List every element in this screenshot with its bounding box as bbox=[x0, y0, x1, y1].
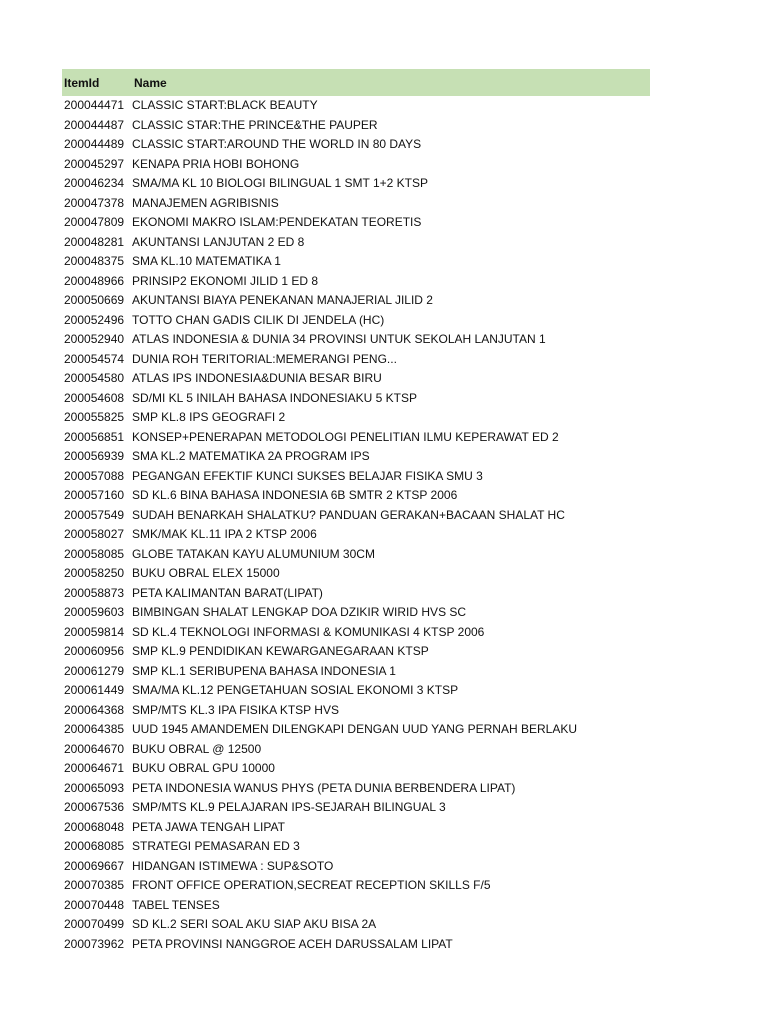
item-id-cell: 200073962 bbox=[64, 936, 125, 951]
item-name-cell: EKONOMI MAKRO ISLAM:PENDEKATAN TEORETIS bbox=[132, 215, 422, 229]
item-id-cell: 200058873 bbox=[64, 585, 125, 600]
item-name-cell: SD KL.4 TEKNOLOGI INFORMASI & KOMUNIKASI 4 KTSP 2006 bbox=[132, 624, 485, 639]
item-name-cell: SMP/MTS KL.9 PELAJARAN IPS-SEJARAH BILINGUAL 3 bbox=[132, 800, 446, 814]
item-id-cell: 200055825 bbox=[64, 410, 125, 424]
item-id-cell: 200044487 bbox=[64, 117, 125, 132]
item-id-cell: 200061449 bbox=[64, 683, 125, 697]
table-row bbox=[62, 467, 650, 487]
item-name-cell: BUKU OBRAL @ 12500 bbox=[132, 741, 262, 756]
table-row bbox=[62, 545, 650, 565]
table-row bbox=[62, 116, 650, 136]
table-row bbox=[62, 428, 650, 448]
table-row bbox=[62, 837, 650, 857]
item-id-cell: 200044489 bbox=[64, 137, 125, 151]
table-row bbox=[62, 350, 650, 370]
item-id-cell: 200064670 bbox=[64, 741, 125, 756]
item-id-cell: 200070448 bbox=[64, 897, 125, 912]
item-id-cell: 200060956 bbox=[64, 644, 125, 658]
item-id-cell: 200070499 bbox=[64, 917, 125, 931]
item-name-cell: PEGANGAN EFEKTIF KUNCI SUKSES BELAJAR FISIKA SMU 3 bbox=[132, 468, 483, 483]
table-row bbox=[62, 603, 650, 623]
item-id-cell: 200061279 bbox=[64, 663, 125, 678]
item-name-cell: DUNIA ROH TERITORIAL:MEMERANGI PENG... bbox=[132, 351, 397, 366]
table-row bbox=[62, 798, 650, 818]
item-id-cell: 200050669 bbox=[64, 293, 125, 307]
table-row bbox=[62, 291, 650, 311]
table-row bbox=[62, 857, 650, 877]
item-name-cell: CLASSIC START:AROUND THE WORLD IN 80 DAYS bbox=[132, 137, 422, 151]
item-name-cell: UUD 1945 AMANDEMEN DILENGKAPI DENGAN UUD YANG PERNAH BERLAKU bbox=[132, 722, 578, 736]
table-row bbox=[62, 662, 650, 682]
item-name-cell: SMK/MAK KL.11 IPA 2 KTSP 2006 bbox=[132, 527, 317, 541]
item-name-cell: AKUNTANSI BIAYA PENEKANAN MANAJERIAL JILID 2 bbox=[132, 293, 433, 307]
item-id-cell: 200059814 bbox=[64, 624, 125, 639]
item-id-cell: 200052940 bbox=[64, 332, 125, 346]
item-id-cell: 200056851 bbox=[64, 429, 125, 444]
item-id-cell: 200058027 bbox=[64, 527, 125, 541]
table-row bbox=[62, 779, 650, 799]
item-id-cell: 200069667 bbox=[64, 858, 125, 873]
table-row bbox=[62, 759, 650, 779]
item-id-cell: 200058085 bbox=[64, 546, 125, 561]
item-name-cell: ATLAS IPS INDONESIA&DUNIA BESAR BIRU bbox=[132, 371, 382, 385]
table-row bbox=[62, 155, 650, 175]
table-row bbox=[62, 272, 650, 292]
table-row bbox=[62, 330, 650, 350]
item-id-cell: 200046234 bbox=[64, 176, 125, 190]
item-name-cell: PETA JAWA TENGAH LIPAT bbox=[132, 819, 285, 834]
table-row bbox=[62, 369, 650, 389]
item-name-cell: SD/MI KL 5 INILAH BAHASA INDONESIAKU 5 KTSP bbox=[132, 390, 417, 405]
item-id-cell: 200057160 bbox=[64, 488, 125, 502]
table-row bbox=[62, 486, 650, 506]
item-name-cell: ATLAS INDONESIA & DUNIA 34 PROVINSI UNTUK SEKOLAH LANJUTAN 1 bbox=[132, 332, 546, 346]
item-table bbox=[62, 69, 650, 954]
item-id-cell: 200057549 bbox=[64, 507, 125, 522]
item-id-cell: 200054574 bbox=[64, 351, 125, 366]
item-name-cell: SD KL.6 BINA BAHASA INDONESIA 6B SMTR 2 KTSP 2006 bbox=[132, 488, 458, 502]
item-name-cell: SMP KL.9 PENDIDIKAN KEWARGANEGARAAN KTSP bbox=[132, 644, 429, 658]
table-row bbox=[62, 935, 650, 955]
table-row bbox=[62, 135, 650, 155]
header-name: Name bbox=[134, 75, 167, 90]
table-row bbox=[62, 525, 650, 545]
table-body bbox=[62, 96, 650, 954]
item-name-cell: SMA KL.2 MATEMATIKA 2A PROGRAM IPS bbox=[132, 449, 370, 463]
item-id-cell: 200070385 bbox=[64, 878, 125, 892]
table-row bbox=[62, 740, 650, 760]
table-row bbox=[62, 681, 650, 701]
table-row bbox=[62, 389, 650, 409]
item-name-cell: SMA/MA KL 10 BIOLOGI BILINGUAL 1 SMT 1+2 KTSP bbox=[132, 176, 429, 190]
item-id-cell: 200064385 bbox=[64, 722, 125, 736]
table-row bbox=[62, 194, 650, 214]
table-row bbox=[62, 896, 650, 916]
item-name-cell: SMA/MA KL.12 PENGETAHUAN SOSIAL EKONOMI 3 KTSP bbox=[132, 683, 459, 697]
item-name-cell: SMP/MTS KL.3 IPA FISIKA KTSP HVS bbox=[132, 702, 339, 717]
item-name-cell: KONSEP+PENERAPAN METODOLOGI PENELITIAN ILMU KEPERAWAT ED 2 bbox=[132, 429, 559, 444]
item-name-cell: SMP KL.1 SERIBUPENA BAHASA INDONESIA 1 bbox=[132, 663, 396, 678]
item-id-cell: 200068048 bbox=[64, 819, 125, 834]
table-row bbox=[62, 876, 650, 896]
item-id-cell: 200044471 bbox=[64, 98, 125, 112]
table-row bbox=[62, 623, 650, 643]
item-name-cell: SD KL.2 SERI SOAL AKU SIAP AKU BISA 2A bbox=[132, 917, 377, 931]
item-id-cell: 200048375 bbox=[64, 254, 125, 268]
item-name-cell: AKUNTANSI LANJUTAN 2 ED 8 bbox=[132, 234, 305, 249]
item-name-cell: PETA PROVINSI NANGGROE ACEH DARUSSALAM LIPAT bbox=[132, 936, 453, 951]
item-name-cell: BUKU OBRAL GPU 10000 bbox=[132, 761, 275, 775]
item-name-cell: HIDANGAN ISTIMEWA : SUP&SOTO bbox=[132, 858, 334, 873]
item-name-cell: TABEL TENSES bbox=[132, 897, 220, 912]
item-id-cell: 200057088 bbox=[64, 468, 125, 483]
item-id-cell: 200065093 bbox=[64, 780, 125, 795]
table-row bbox=[62, 584, 650, 604]
item-id-cell: 200047809 bbox=[64, 215, 125, 229]
item-id-cell: 200064671 bbox=[64, 761, 125, 775]
table-row bbox=[62, 174, 650, 194]
table-row bbox=[62, 506, 650, 526]
item-name-cell: PRINSIP2 EKONOMI JILID 1 ED 8 bbox=[132, 273, 319, 288]
table-row bbox=[62, 915, 650, 935]
table-row bbox=[62, 311, 650, 331]
item-id-cell: 200048281 bbox=[64, 234, 125, 249]
item-name-cell: TOTTO CHAN GADIS CILIK DI JENDELA (HC) bbox=[132, 312, 385, 327]
item-id-cell: 200054608 bbox=[64, 390, 125, 405]
item-id-cell: 200058250 bbox=[64, 566, 125, 580]
item-name-cell: SUDAH BENARKAH SHALATKU? PANDUAN GERAKAN+BACAAN SHALAT HC bbox=[132, 507, 565, 522]
table-row bbox=[62, 447, 650, 467]
item-name-cell: CLASSIC START:BLACK BEAUTY bbox=[132, 98, 318, 112]
item-id-cell: 200052496 bbox=[64, 312, 125, 327]
table-row bbox=[62, 213, 650, 233]
item-name-cell: MANAJEMEN AGRIBISNIS bbox=[132, 195, 279, 210]
table-row bbox=[62, 96, 650, 116]
item-id-cell: 200059603 bbox=[64, 605, 125, 619]
table-row bbox=[62, 720, 650, 740]
table-row bbox=[62, 564, 650, 584]
item-id-cell: 200048966 bbox=[64, 273, 125, 288]
item-name-cell: GLOBE TATAKAN KAYU ALUMUNIUM 30CM bbox=[132, 546, 375, 561]
item-name-cell: KENAPA PRIA HOBI BOHONG bbox=[132, 156, 300, 171]
table-row bbox=[62, 818, 650, 838]
item-name-cell: SMA KL.10 MATEMATIKA 1 bbox=[132, 254, 281, 268]
table-row bbox=[62, 252, 650, 272]
table-header bbox=[62, 69, 650, 96]
table-row bbox=[62, 233, 650, 253]
item-id-cell: 200056939 bbox=[64, 449, 125, 463]
item-name-cell: PETA INDONESIA WANUS PHYS (PETA DUNIA BERBENDERA LIPAT) bbox=[132, 780, 516, 795]
item-name-cell: CLASSIC STAR:THE PRINCE&THE PAUPER bbox=[132, 117, 378, 132]
table-row bbox=[62, 642, 650, 662]
header-item-id: ItemId bbox=[64, 75, 100, 90]
item-name-cell: BIMBINGAN SHALAT LENGKAP DOA DZIKIR WIRID HVS SC bbox=[132, 605, 467, 619]
item-id-cell: 200045297 bbox=[64, 156, 125, 171]
item-id-cell: 200047378 bbox=[64, 195, 125, 210]
item-id-cell: 200064368 bbox=[64, 702, 125, 717]
item-id-cell: 200067536 bbox=[64, 800, 125, 814]
item-name-cell: SMP KL.8 IPS GEOGRAFI 2 bbox=[132, 410, 286, 424]
table-row bbox=[62, 701, 650, 721]
item-id-cell: 200054580 bbox=[64, 371, 125, 385]
item-id-cell: 200068085 bbox=[64, 839, 125, 853]
item-name-cell: FRONT OFFICE OPERATION,SECREAT RECEPTION SKILLS F/5 bbox=[132, 878, 491, 892]
item-name-cell: PETA KALIMANTAN BARAT(LIPAT) bbox=[132, 585, 323, 600]
table-row bbox=[62, 408, 650, 428]
item-name-cell: STRATEGI PEMASARAN ED 3 bbox=[132, 839, 300, 853]
item-name-cell: BUKU OBRAL ELEX 15000 bbox=[132, 566, 280, 580]
